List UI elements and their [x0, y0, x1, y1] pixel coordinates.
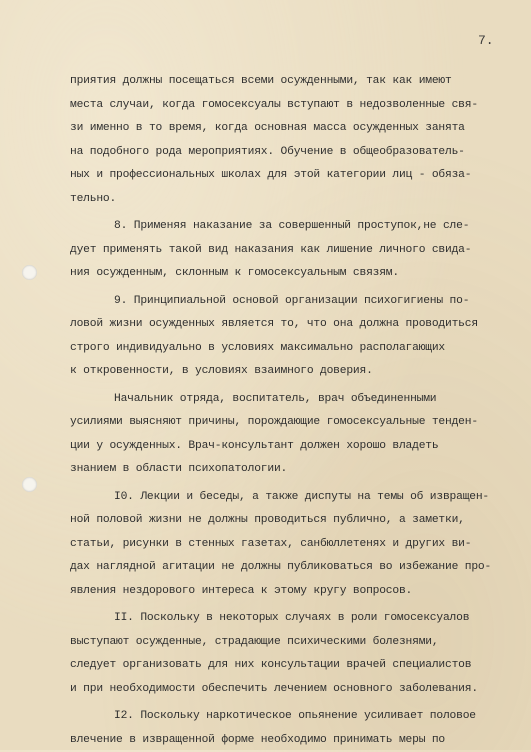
- text-line: ния осужденным, склонным к гомосексуальным связям.: [70, 262, 490, 286]
- document-body: [70, 70, 490, 752]
- punch-hole: [22, 265, 37, 280]
- text-line: дах наглядной агитации не должны публиковаться во избежание про-: [70, 556, 490, 580]
- text-line: ной половой жизни не должны проводиться публично, а заметки,: [70, 509, 490, 533]
- text-line: явления нездорового интереса к этому кругу вопросов.: [70, 580, 490, 604]
- text-line: дует применять такой вид наказания как лишение личного свида-: [70, 239, 490, 263]
- text-line: усилиями выясняют причины, порождающие гомосексуальные тенден-: [70, 411, 490, 435]
- text-line: знанием в области психопатологии.: [70, 458, 490, 482]
- punch-hole: [22, 477, 37, 492]
- page-number: 7.: [478, 33, 494, 48]
- text-line: выступают осужденные, страдающие психическими болезнями,: [70, 631, 490, 655]
- text-line: влечение в извращенной форме необходимо принимать меры по: [70, 729, 490, 752]
- text-line: 8. Применяя наказание за совершенный проступок,не сле-: [70, 215, 490, 239]
- text-line: статьи, рисунки в стенных газетах, санбюллетенях и других ви-: [70, 533, 490, 557]
- text-line: ловой жизни осужденных является то, что она должна проводиться: [70, 313, 490, 337]
- text-line: и при необходимости обеспечить лечением основного заболевания.: [70, 678, 490, 702]
- text-line: II. Поскольку в некоторых случаях в роли гомосексуалов: [70, 607, 490, 631]
- text-line: места случаи, когда гомосексуалы вступают в недозволенные свя-: [70, 94, 490, 118]
- text-line: на подобного рода мероприятиях. Обучение в общеобразователь-: [70, 141, 490, 165]
- text-line: I2. Поскольку наркотическое опьянение усиливает половое: [70, 705, 490, 729]
- text-line: ции у осужденных. Врач-консультант должен хорошо владеть: [70, 435, 490, 459]
- text-line: Начальник отряда, воспитатель, врач объединенными: [70, 388, 490, 412]
- text-line: строго индивидуально в условиях максимально располагающих: [70, 337, 490, 361]
- text-line: 9. Принципиальной основой организации психогигиены по-: [70, 290, 490, 314]
- text-line: ных и профессиональных школах для этой категории лиц - обяза-: [70, 164, 490, 188]
- text-line: I0. Лекции и беседы, а также диспуты на темы об извращен-: [70, 486, 490, 510]
- text-line: зи именно в то время, когда основная масса осужденных занята: [70, 117, 490, 141]
- text-line: тельно.: [70, 188, 490, 212]
- text-line: следует организовать для них консультации врачей специалистов: [70, 654, 490, 678]
- text-line: приятия должны посещаться всеми осужденными, так как имеют: [70, 70, 490, 94]
- text-line: к откровенности, в условиях взаимного доверия.: [70, 360, 490, 384]
